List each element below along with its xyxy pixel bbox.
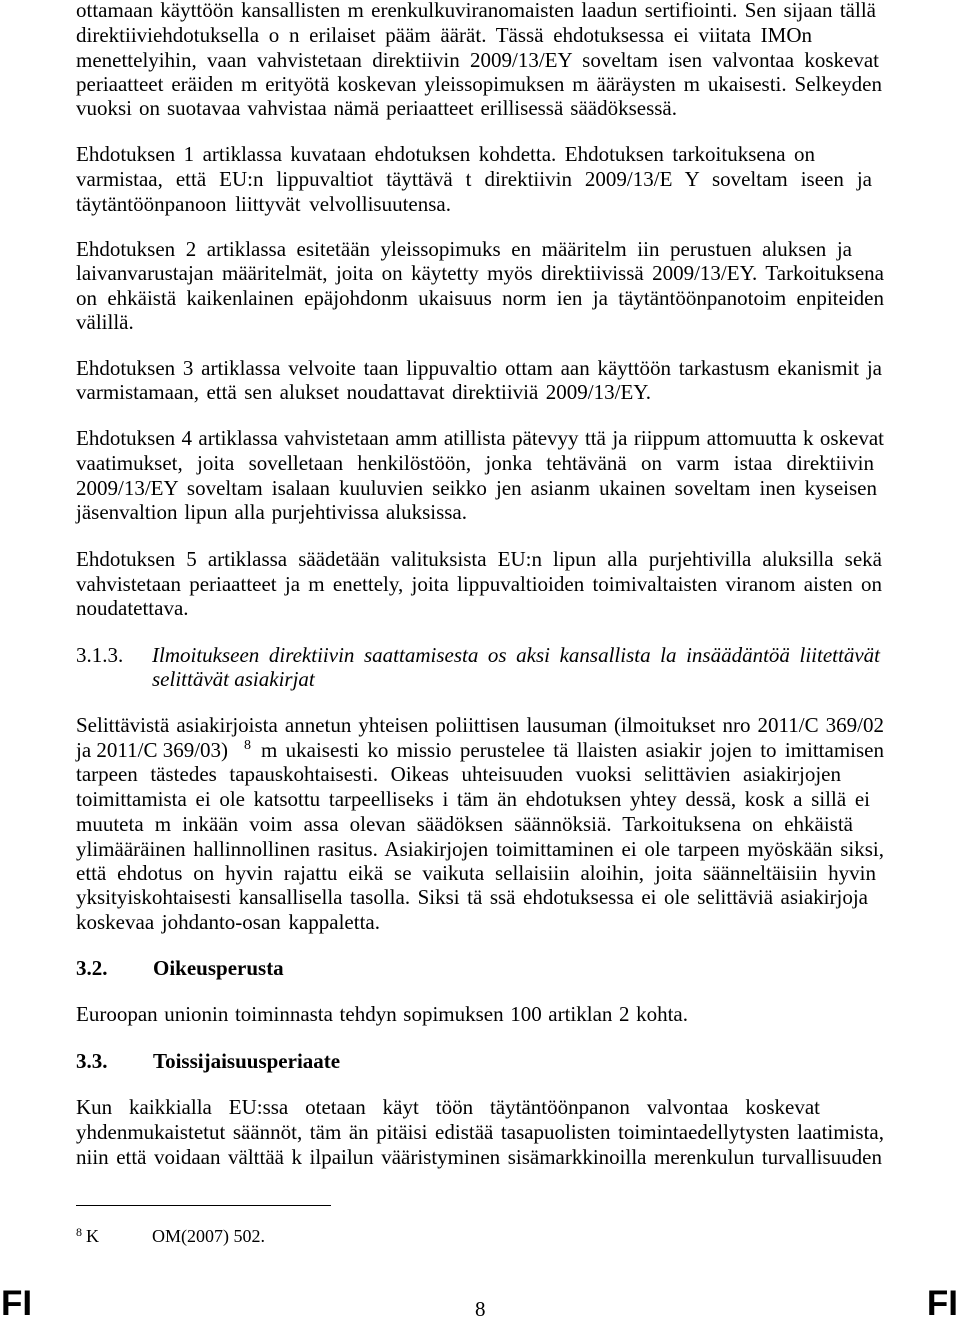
- paragraph-line: menettelyihin, vaan vahvistetaan direktiivin 2009/13/EY soveltam isen valvontaa koskevat: [76, 48, 879, 72]
- paragraph-line: yksityiskohtaisesti kansallisella tasolla. Siksi tä ssä ehdotuksessa ei ole selittäviä asiakirjoja: [76, 885, 868, 909]
- paragraph-line: direktiiviehdotuksella o n erilaiset pääm äärät. Tässä ehdotuksessa ei viitata IMOn: [76, 23, 812, 47]
- footnote-reference[interactable]: 8: [244, 738, 251, 753]
- paragraph-line: noudatettava.: [76, 596, 189, 620]
- paragraph-line: Ehdotuksen 3 artiklassa velvoite taan lippuvaltio ottam aan käyttöön tarkastusm ekanismit ja: [76, 356, 882, 380]
- paragraph-line: että ehdotus on hyvin rajattu eikä se vaikuta sellaisiin aloihin, joita säänneltäisiin hyvin: [76, 861, 876, 885]
- paragraph-line: jäsenvaltion lipun alla purjehtivissa aluksissa.: [76, 500, 467, 524]
- paragraph-line: vuoksi on suotavaa vahvistaa nämä periaatteet erillisessä säädöksessä.: [76, 96, 677, 120]
- footnote-marker: 8: [76, 1225, 82, 1239]
- footer-language-code-left: FI: [1, 1284, 33, 1323]
- paragraph-line: laivanvarustajan määritelmät, joita on käytetty myös direktiivissä 2009/13/EY. Tarkoituksena: [76, 261, 884, 285]
- paragraph-line: ottamaan käyttöön kansallisten m erenkulkuviranomaisten laadun sertifiointi. Sen sijaan tällä: [76, 0, 876, 22]
- paragraph-line: varmistamaan, että sen alukset noudattavat direktiiviä 2009/13/EY.: [76, 380, 651, 404]
- paragraph-line: vahvistetaan periaatteet ja m enettely, joita lippuvaltioiden toimivaltaisten viranom aisten on: [76, 572, 882, 596]
- paragraph-line: periaatteet eräiden m erityötä koskevan yleissopimuksen m ääräysten m ukaisesti. Selkeyden: [76, 72, 882, 96]
- paragraph-line: varmistaa, että EU:n lippuvaltiot täyttävä t direktiivin 2009/13/E Y soveltam iseen ja: [76, 167, 872, 191]
- paragraph-line: niin että voidaan välttää k ilpailun vääristyminen sisämarkkinoilla merenkulun turvallisuuden: [76, 1145, 882, 1169]
- section-number: 3.3.: [76, 1049, 108, 1073]
- footer-language-code-right: FI: [926, 1284, 958, 1323]
- paragraph-line: ja 2011/C 369/03): [76, 738, 229, 762]
- paragraph-line: toimittamista ei ole katsottu tarpeelliseks i täm än ehdotuksen yhtey dessä, kosk a sillä ei: [76, 787, 870, 811]
- paragraph-line: Ehdotuksen 4 artiklassa vahvistetaan amm atillista pätevyy ttä ja riippum attomuutta k oskevat: [76, 426, 884, 450]
- section-title: Toissijaisuusperiaate: [153, 1049, 341, 1073]
- paragraph-line: m ukaisesti ko missio perustelee tä llaisten asiakir jojen to imittamisen: [261, 738, 884, 762]
- footnote-text-prefix: K: [86, 1226, 99, 1246]
- page-number: 8: [475, 1297, 486, 1321]
- paragraph-line: Euroopan unionin toiminnasta tehdyn sopimuksen 100 artiklan 2 kohta.: [76, 1002, 688, 1026]
- section-number: 3.1.3.: [76, 643, 124, 667]
- paragraph-line: täytäntöönpanoon liittyvät velvollisuutensa.: [76, 192, 451, 216]
- paragraph-line: Kun kaikkialla EU:ssa otetaan käyt töön täytäntöönpanon valvontaa koskevat: [76, 1095, 820, 1119]
- section-title: Ilmoitukseen direktiivin saattamisesta os aksi kansallista la insäädäntöä liitettävät: [152, 643, 880, 667]
- paragraph-line: muuteta m inkään voim assa olevan säädöksen säännöksiä. Tarkoituksena on ehkäistä: [76, 812, 853, 836]
- paragraph-line: Ehdotuksen 2 artiklassa esitetään yleissopimuks en määritelm iin perustuen aluksen ja: [76, 237, 852, 261]
- paragraph-line: yhdenmukaistetut säännöt, täm än pitäisi edistää tasapuolisten toimintaedellytysten laatimista,: [76, 1120, 884, 1144]
- paragraph-line: tarpeen tästedes tapauskohtaisesti. Oikeas uhteisuuden vuoksi selittävien asiakirjojen: [76, 762, 841, 786]
- paragraph-line: Ehdotuksen 5 artiklassa säädetään valituksista EU:n lipun alla purjehtivilla aluksilla sekä: [76, 547, 882, 571]
- section-title: Oikeusperusta: [153, 956, 284, 980]
- paragraph-line: ylimääräinen hallinnollinen rasitus. Asiakirjojen toimittaminen ei ole tarpeen myöskään siksi,: [76, 837, 884, 861]
- paragraph-line: Selittävistä asiakirjoista annetun yhteisen poliittisen lausuman (ilmoitukset nro 2011/C 369/02: [76, 713, 884, 737]
- paragraph-line: välillä.: [76, 310, 134, 334]
- paragraph-line: vaatimukset, joita sovelletaan henkilöstöön, jonka tehtävänä on varm istaa direktiivin: [76, 451, 874, 475]
- footnote-separator: [76, 1205, 331, 1206]
- section-title: selittävät asiakirjat: [152, 667, 315, 691]
- footnote-text: OM(2007) 502.: [152, 1226, 265, 1246]
- paragraph-line: 2009/13/EY soveltam isalaan kuuluvien seikko jen asianm ukainen soveltam inen kyseisen: [76, 476, 877, 500]
- paragraph-line: koskevaa johdanto-osan kappaletta.: [76, 910, 380, 934]
- paragraph-line: on ehkäistä kaikenlainen epäjohdonm ukaisuus norm ien ja täytäntöönpanotoim enpiteiden: [76, 286, 884, 310]
- paragraph-line: Ehdotuksen 1 artiklassa kuvataan ehdotuksen kohdetta. Ehdotuksen tarkoituksena on: [76, 142, 815, 166]
- section-number: 3.2.: [76, 956, 108, 980]
